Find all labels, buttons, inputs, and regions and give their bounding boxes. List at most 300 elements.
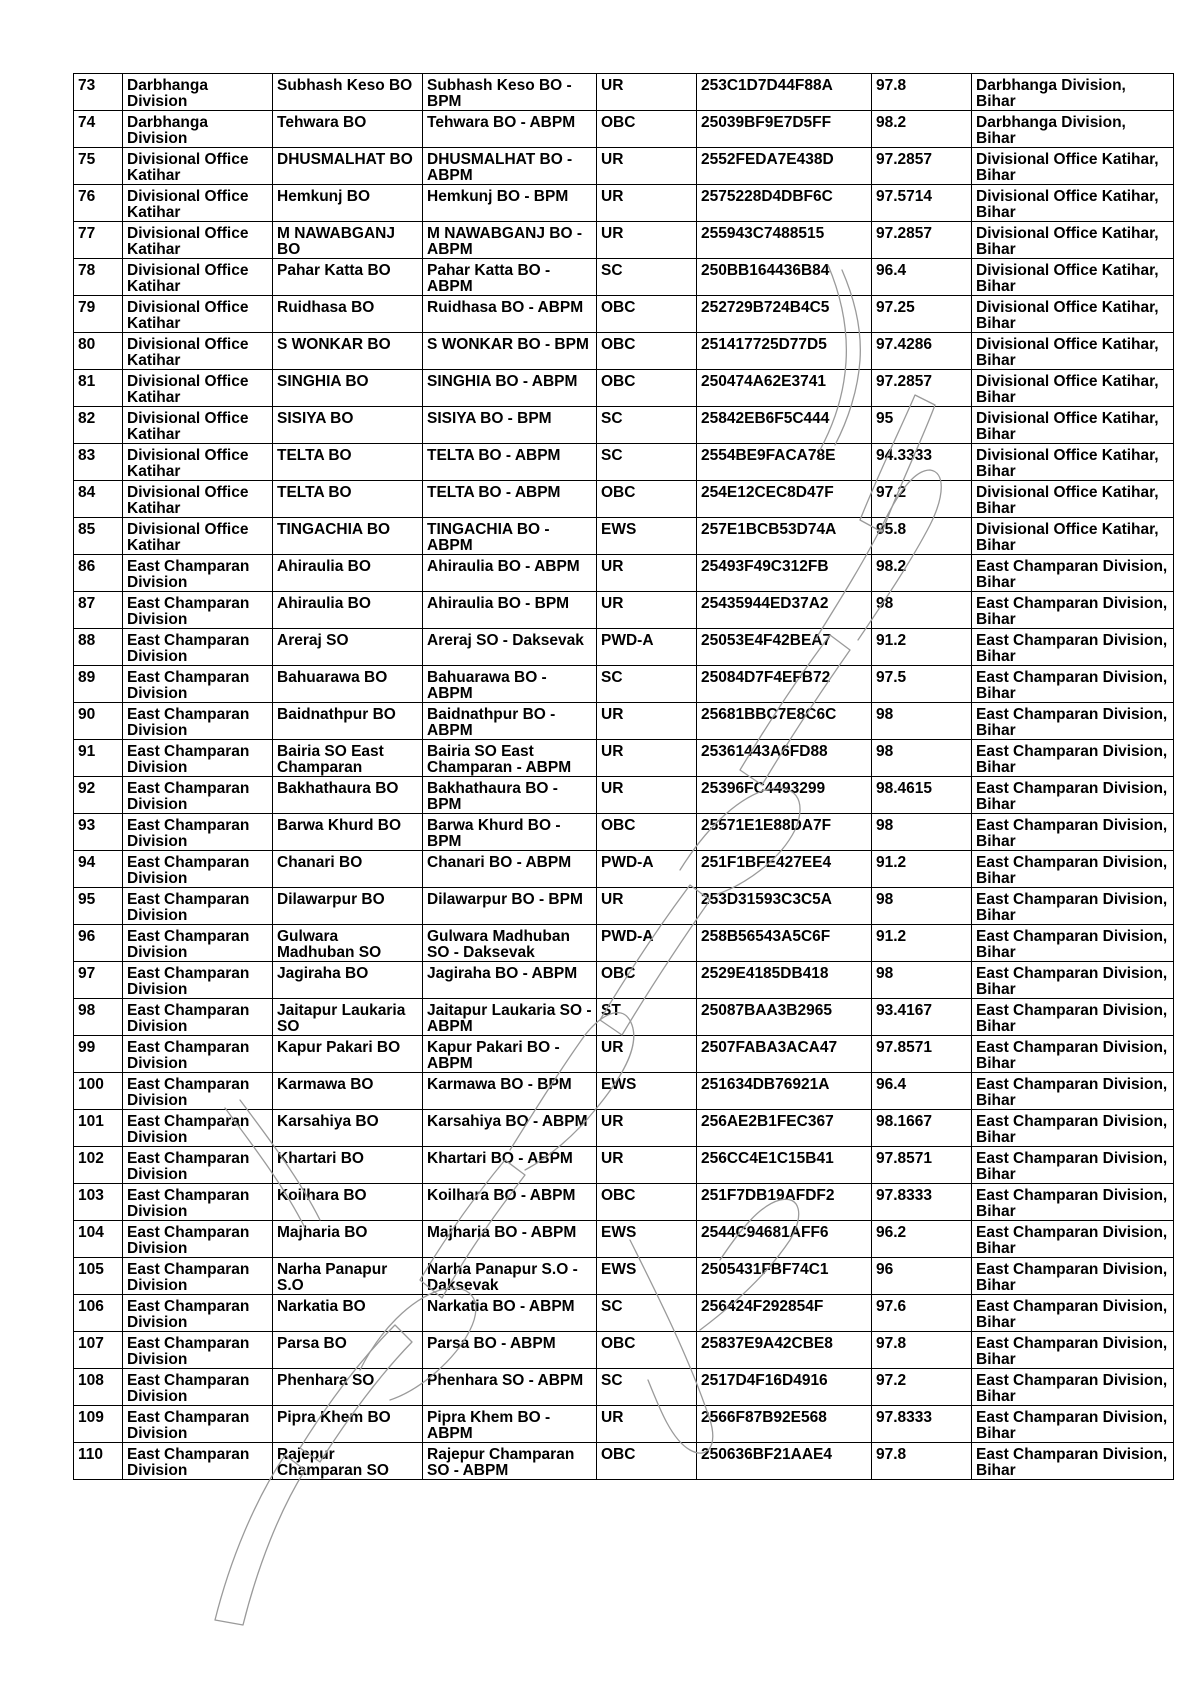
cell-registration-number: 2517D4F16D4916 [697,1369,872,1406]
cell-post-name: Phenhara SO - ABPM [423,1369,597,1406]
cell-registration-number: 255943C7488515 [697,222,872,259]
table-row [74,555,1174,592]
cell-circle: Divisional Office Katihar, Bihar [972,407,1174,444]
cell-post-name: Baidnathpur BO - ABPM [423,703,597,740]
cell-registration-number: 2575228D4DBF6C [697,185,872,222]
cell-registration-number: 25361443A6FD88 [697,740,872,777]
table-row [74,296,1174,333]
cell-category: OBC [597,962,697,999]
cell-category: UR [597,1147,697,1184]
cell-post-name: Areraj SO - Daksevak [423,629,597,666]
cell-marks-percentage: 98 [872,814,972,851]
cell-category: UR [597,185,697,222]
cell-circle: East Champaran Division, Bihar [972,740,1174,777]
cell-division: East Champaran Division [123,740,273,777]
cell-registration-number: 250636BF21AAE4 [697,1443,872,1480]
cell-office-name: Areraj SO [273,629,423,666]
cell-sl-no: 104 [74,1221,123,1258]
cell-division: East Champaran Division [123,1073,273,1110]
table-row [74,851,1174,888]
cell-circle: Divisional Office Katihar, Bihar [972,296,1174,333]
cell-category: UR [597,777,697,814]
cell-division: Darbhanga Division [123,111,273,148]
cell-circle: Divisional Office Katihar, Bihar [972,370,1174,407]
cell-division: Divisional Office Katihar [123,370,273,407]
cell-circle: East Champaran Division, Bihar [972,962,1174,999]
cell-division: East Champaran Division [123,1221,273,1258]
table-row [74,1406,1174,1443]
results-table [73,73,1174,1480]
cell-category: PWD-A [597,851,697,888]
cell-category: OBC [597,1184,697,1221]
cell-category: UR [597,222,697,259]
cell-marks-percentage: 97.8 [872,1443,972,1480]
cell-division: East Champaran Division [123,1036,273,1073]
cell-post-name: M NAWABGANJ BO - ABPM [423,222,597,259]
cell-circle: East Champaran Division, Bihar [972,851,1174,888]
cell-post-name: DHUSMALHAT BO - ABPM [423,148,597,185]
cell-division: Darbhanga Division [123,74,273,111]
cell-post-name: Subhash Keso BO - BPM [423,74,597,111]
cell-registration-number: 254E12CEC8D47F [697,481,872,518]
cell-post-name: TELTA BO - ABPM [423,444,597,481]
cell-office-name: Gulwara Madhuban SO [273,925,423,962]
cell-category: EWS [597,1073,697,1110]
cell-category: SC [597,444,697,481]
cell-post-name: S WONKAR BO - BPM [423,333,597,370]
cell-sl-no: 93 [74,814,123,851]
cell-category: OBC [597,111,697,148]
cell-registration-number: 25396FC4493299 [697,777,872,814]
cell-marks-percentage: 97.2 [872,481,972,518]
cell-sl-no: 108 [74,1369,123,1406]
cell-category: ST [597,999,697,1036]
cell-marks-percentage: 96.2 [872,1221,972,1258]
cell-registration-number: 251F7DB19AFDF2 [697,1184,872,1221]
cell-registration-number: 252729B724B4C5 [697,296,872,333]
cell-office-name: TELTA BO [273,444,423,481]
cell-post-name: Pahar Katta BO - ABPM [423,259,597,296]
cell-office-name: Khartari BO [273,1147,423,1184]
cell-circle: Divisional Office Katihar, Bihar [972,222,1174,259]
cell-office-name: DHUSMALHAT BO [273,148,423,185]
cell-marks-percentage: 98.2 [872,111,972,148]
table-row [74,518,1174,555]
cell-office-name: Phenhara SO [273,1369,423,1406]
cell-post-name: Bairia SO East Champaran - ABPM [423,740,597,777]
cell-division: Divisional Office Katihar [123,407,273,444]
cell-division: East Champaran Division [123,629,273,666]
cell-office-name: Karsahiya BO [273,1110,423,1147]
cell-division: Divisional Office Katihar [123,481,273,518]
cell-circle: East Champaran Division, Bihar [972,1332,1174,1369]
cell-registration-number: 25837E9A42CBE8 [697,1332,872,1369]
cell-division: East Champaran Division [123,1184,273,1221]
cell-office-name: Majharia BO [273,1221,423,1258]
cell-office-name: Dilawarpur BO [273,888,423,925]
table-row [74,1332,1174,1369]
cell-division: East Champaran Division [123,1110,273,1147]
cell-sl-no: 98 [74,999,123,1036]
cell-sl-no: 99 [74,1036,123,1073]
cell-category: OBC [597,481,697,518]
table-row [74,925,1174,962]
cell-registration-number: 25087BAA3B2965 [697,999,872,1036]
cell-marks-percentage: 93.4167 [872,999,972,1036]
cell-division: Divisional Office Katihar [123,185,273,222]
cell-marks-percentage: 97.2 [872,1369,972,1406]
cell-category: PWD-A [597,925,697,962]
cell-division: East Champaran Division [123,851,273,888]
cell-registration-number: 2507FABA3ACA47 [697,1036,872,1073]
cell-office-name: SINGHIA BO [273,370,423,407]
cell-post-name: Koilhara BO - ABPM [423,1184,597,1221]
cell-marks-percentage: 98.1667 [872,1110,972,1147]
cell-sl-no: 83 [74,444,123,481]
cell-sl-no: 87 [74,592,123,629]
cell-registration-number: 2554BE9FACA78E [697,444,872,481]
cell-marks-percentage: 97.8571 [872,1036,972,1073]
cell-office-name: Jagiraha BO [273,962,423,999]
cell-division: East Champaran Division [123,999,273,1036]
cell-category: UR [597,555,697,592]
cell-marks-percentage: 98 [872,888,972,925]
cell-division: Divisional Office Katihar [123,222,273,259]
cell-office-name: Narha Panapur S.O [273,1258,423,1295]
cell-division: East Champaran Division [123,925,273,962]
cell-post-name: Hemkunj BO - BPM [423,185,597,222]
cell-circle: East Champaran Division, Bihar [972,666,1174,703]
cell-office-name: Karmawa BO [273,1073,423,1110]
table-row [74,407,1174,444]
cell-office-name: Narkatia BO [273,1295,423,1332]
cell-sl-no: 110 [74,1443,123,1480]
cell-post-name: Jagiraha BO - ABPM [423,962,597,999]
cell-registration-number: 250474A62E3741 [697,370,872,407]
cell-category: UR [597,74,697,111]
cell-post-name: Dilawarpur BO - BPM [423,888,597,925]
cell-post-name: Khartari BO - ABPM [423,1147,597,1184]
cell-division: East Champaran Division [123,1443,273,1480]
cell-office-name: Parsa BO [273,1332,423,1369]
table-row [74,999,1174,1036]
cell-category: UR [597,1110,697,1147]
table-row [74,370,1174,407]
cell-circle: East Champaran Division, Bihar [972,1443,1174,1480]
cell-post-name: SISIYA BO - BPM [423,407,597,444]
cell-marks-percentage: 97.8333 [872,1406,972,1443]
cell-category: PWD-A [597,629,697,666]
table-row [74,814,1174,851]
cell-division: Divisional Office Katihar [123,518,273,555]
cell-circle: Divisional Office Katihar, Bihar [972,444,1174,481]
cell-office-name: TELTA BO [273,481,423,518]
cell-registration-number: 251417725D77D5 [697,333,872,370]
cell-category: UR [597,703,697,740]
cell-sl-no: 106 [74,1295,123,1332]
cell-post-name: Bakhathaura BO - BPM [423,777,597,814]
cell-sl-no: 96 [74,925,123,962]
cell-marks-percentage: 91.2 [872,925,972,962]
cell-registration-number: 25435944ED37A2 [697,592,872,629]
cell-sl-no: 107 [74,1332,123,1369]
cell-post-name: Parsa BO - ABPM [423,1332,597,1369]
cell-category: SC [597,1295,697,1332]
cell-sl-no: 75 [74,148,123,185]
table-row [74,222,1174,259]
cell-office-name: S WONKAR BO [273,333,423,370]
cell-division: East Champaran Division [123,666,273,703]
cell-division: East Champaran Division [123,814,273,851]
table-row [74,629,1174,666]
cell-circle: East Champaran Division, Bihar [972,1036,1174,1073]
cell-division: Divisional Office Katihar [123,333,273,370]
cell-category: EWS [597,1221,697,1258]
cell-circle: East Champaran Division, Bihar [972,703,1174,740]
cell-office-name: Bakhathaura BO [273,777,423,814]
cell-marks-percentage: 98.4615 [872,777,972,814]
table-row [74,74,1174,111]
table-row [74,1221,1174,1258]
cell-registration-number: 25084D7F4EFB72 [697,666,872,703]
cell-registration-number: 251634DB76921A [697,1073,872,1110]
table-row [74,1295,1174,1332]
cell-marks-percentage: 96.4 [872,1073,972,1110]
cell-sl-no: 103 [74,1184,123,1221]
cell-category: SC [597,259,697,296]
cell-circle: Darbhanga Division, Bihar [972,74,1174,111]
table-row [74,1110,1174,1147]
cell-division: East Champaran Division [123,1295,273,1332]
cell-office-name: Rajepur Champaran SO [273,1443,423,1480]
cell-registration-number: 2505431FBF74C1 [697,1258,872,1295]
cell-post-name: Ruidhasa BO - ABPM [423,296,597,333]
cell-registration-number: 256CC4E1C15B41 [697,1147,872,1184]
cell-sl-no: 89 [74,666,123,703]
cell-circle: East Champaran Division, Bihar [972,814,1174,851]
cell-sl-no: 91 [74,740,123,777]
cell-circle: Divisional Office Katihar, Bihar [972,259,1174,296]
cell-circle: Darbhanga Division, Bihar [972,111,1174,148]
cell-division: Divisional Office Katihar [123,296,273,333]
cell-office-name: Pahar Katta BO [273,259,423,296]
table-row [74,703,1174,740]
cell-category: SC [597,407,697,444]
cell-circle: East Champaran Division, Bihar [972,925,1174,962]
cell-registration-number: 256AE2B1FEC367 [697,1110,872,1147]
cell-sl-no: 101 [74,1110,123,1147]
cell-marks-percentage: 98 [872,962,972,999]
cell-division: East Champaran Division [123,888,273,925]
cell-category: SC [597,1369,697,1406]
cell-office-name: Kapur Pakari BO [273,1036,423,1073]
cell-post-name: SINGHIA BO - ABPM [423,370,597,407]
cell-sl-no: 84 [74,481,123,518]
cell-circle: Divisional Office Katihar, Bihar [972,518,1174,555]
cell-sl-no: 81 [74,370,123,407]
cell-post-name: Kapur Pakari BO - ABPM [423,1036,597,1073]
cell-sl-no: 82 [74,407,123,444]
cell-division: Divisional Office Katihar [123,444,273,481]
table-row [74,333,1174,370]
cell-sl-no: 88 [74,629,123,666]
cell-division: Divisional Office Katihar [123,259,273,296]
cell-circle: East Champaran Division, Bihar [972,1073,1174,1110]
cell-circle: Divisional Office Katihar, Bihar [972,185,1174,222]
cell-division: East Champaran Division [123,1332,273,1369]
cell-post-name: Chanari BO - ABPM [423,851,597,888]
cell-registration-number: 25842EB6F5C444 [697,407,872,444]
table-row [74,666,1174,703]
cell-sl-no: 78 [74,259,123,296]
cell-post-name: Majharia BO - ABPM [423,1221,597,1258]
cell-marks-percentage: 98 [872,740,972,777]
cell-post-name: Barwa Khurd BO - BPM [423,814,597,851]
cell-registration-number: 25039BF9E7D5FF [697,111,872,148]
cell-office-name: Ruidhasa BO [273,296,423,333]
cell-marks-percentage: 97.6 [872,1295,972,1332]
cell-circle: East Champaran Division, Bihar [972,1110,1174,1147]
cell-division: East Champaran Division [123,962,273,999]
cell-sl-no: 73 [74,74,123,111]
cell-category: OBC [597,814,697,851]
cell-circle: Divisional Office Katihar, Bihar [972,333,1174,370]
cell-sl-no: 102 [74,1147,123,1184]
cell-registration-number: 253C1D7D44F88A [697,74,872,111]
table-row [74,740,1174,777]
table-row [74,111,1174,148]
cell-marks-percentage: 97.8571 [872,1147,972,1184]
table-row [74,1073,1174,1110]
cell-sl-no: 100 [74,1073,123,1110]
cell-office-name: Subhash Keso BO [273,74,423,111]
cell-registration-number: 25053E4F42BEA7 [697,629,872,666]
cell-category: EWS [597,1258,697,1295]
cell-office-name: SISIYA BO [273,407,423,444]
cell-post-name: TELTA BO - ABPM [423,481,597,518]
cell-division: East Champaran Division [123,777,273,814]
cell-circle: East Champaran Division, Bihar [972,1295,1174,1332]
cell-post-name: Pipra Khem BO - ABPM [423,1406,597,1443]
cell-post-name: TINGACHIA BO - ABPM [423,518,597,555]
cell-registration-number: 2544C94681AFF6 [697,1221,872,1258]
cell-marks-percentage: 97.25 [872,296,972,333]
results-table-body [74,74,1174,1480]
cell-marks-percentage: 97.5 [872,666,972,703]
cell-sl-no: 85 [74,518,123,555]
cell-circle: Divisional Office Katihar, Bihar [972,148,1174,185]
cell-circle: East Champaran Division, Bihar [972,592,1174,629]
table-row [74,962,1174,999]
table-row [74,1258,1174,1295]
cell-office-name: Pipra Khem BO [273,1406,423,1443]
cell-post-name: Tehwara BO - ABPM [423,111,597,148]
cell-division: East Champaran Division [123,703,273,740]
cell-marks-percentage: 91.2 [872,629,972,666]
cell-marks-percentage: 97.8 [872,74,972,111]
cell-category: OBC [597,1332,697,1369]
cell-registration-number: 2566F87B92E568 [697,1406,872,1443]
cell-marks-percentage: 97.8 [872,1332,972,1369]
cell-sl-no: 105 [74,1258,123,1295]
cell-post-name: Bahuarawa BO - ABPM [423,666,597,703]
cell-category: UR [597,148,697,185]
cell-marks-percentage: 97.2857 [872,222,972,259]
cell-post-name: Narha Panapur S.O - Daksevak [423,1258,597,1295]
cell-division: East Champaran Division [123,592,273,629]
cell-registration-number: 258B56543A5C6F [697,925,872,962]
cell-marks-percentage: 97.8333 [872,1184,972,1221]
cell-sl-no: 74 [74,111,123,148]
cell-circle: East Champaran Division, Bihar [972,1221,1174,1258]
cell-division: East Champaran Division [123,1147,273,1184]
cell-division: East Champaran Division [123,1406,273,1443]
table-row [74,1147,1174,1184]
cell-division: East Champaran Division [123,555,273,592]
cell-post-name: Ahiraulia BO - ABPM [423,555,597,592]
cell-circle: East Champaran Division, Bihar [972,888,1174,925]
cell-sl-no: 76 [74,185,123,222]
cell-sl-no: 79 [74,296,123,333]
cell-office-name: Bairia SO East Champaran [273,740,423,777]
cell-category: OBC [597,333,697,370]
cell-category: OBC [597,296,697,333]
cell-marks-percentage: 98 [872,703,972,740]
cell-post-name: Rajepur Champaran SO - ABPM [423,1443,597,1480]
cell-marks-percentage: 97.5714 [872,185,972,222]
table-row [74,444,1174,481]
cell-sl-no: 77 [74,222,123,259]
cell-circle: East Champaran Division, Bihar [972,1147,1174,1184]
cell-sl-no: 92 [74,777,123,814]
table-row [74,1369,1174,1406]
cell-office-name: Hemkunj BO [273,185,423,222]
cell-office-name: Ahiraulia BO [273,555,423,592]
cell-post-name: Ahiraulia BO - BPM [423,592,597,629]
table-row [74,185,1174,222]
table-row [74,148,1174,185]
cell-post-name: Karsahiya BO - ABPM [423,1110,597,1147]
cell-category: UR [597,592,697,629]
cell-division: East Champaran Division [123,1258,273,1295]
cell-marks-percentage: 91.2 [872,851,972,888]
cell-marks-percentage: 97.2857 [872,370,972,407]
cell-marks-percentage: 98.2 [872,555,972,592]
cell-office-name: Jaitapur Laukaria SO [273,999,423,1036]
cell-division: Divisional Office Katihar [123,148,273,185]
cell-registration-number: 2529E4185DB418 [697,962,872,999]
cell-marks-percentage: 95 [872,407,972,444]
cell-division: East Champaran Division [123,1369,273,1406]
cell-circle: East Champaran Division, Bihar [972,629,1174,666]
cell-category: UR [597,740,697,777]
cell-registration-number: 257E1BCB53D74A [697,518,872,555]
cell-category: OBC [597,1443,697,1480]
cell-category: OBC [597,370,697,407]
cell-category: EWS [597,518,697,555]
cell-sl-no: 95 [74,888,123,925]
cell-registration-number: 25493F49C312FB [697,555,872,592]
cell-sl-no: 94 [74,851,123,888]
cell-marks-percentage: 95.8 [872,518,972,555]
cell-sl-no: 90 [74,703,123,740]
cell-circle: East Champaran Division, Bihar [972,1184,1174,1221]
cell-registration-number: 25571E1E88DA7F [697,814,872,851]
cell-circle: East Champaran Division, Bihar [972,999,1174,1036]
cell-marks-percentage: 94.3333 [872,444,972,481]
cell-circle: East Champaran Division, Bihar [972,1406,1174,1443]
cell-post-name: Narkatia BO - ABPM [423,1295,597,1332]
